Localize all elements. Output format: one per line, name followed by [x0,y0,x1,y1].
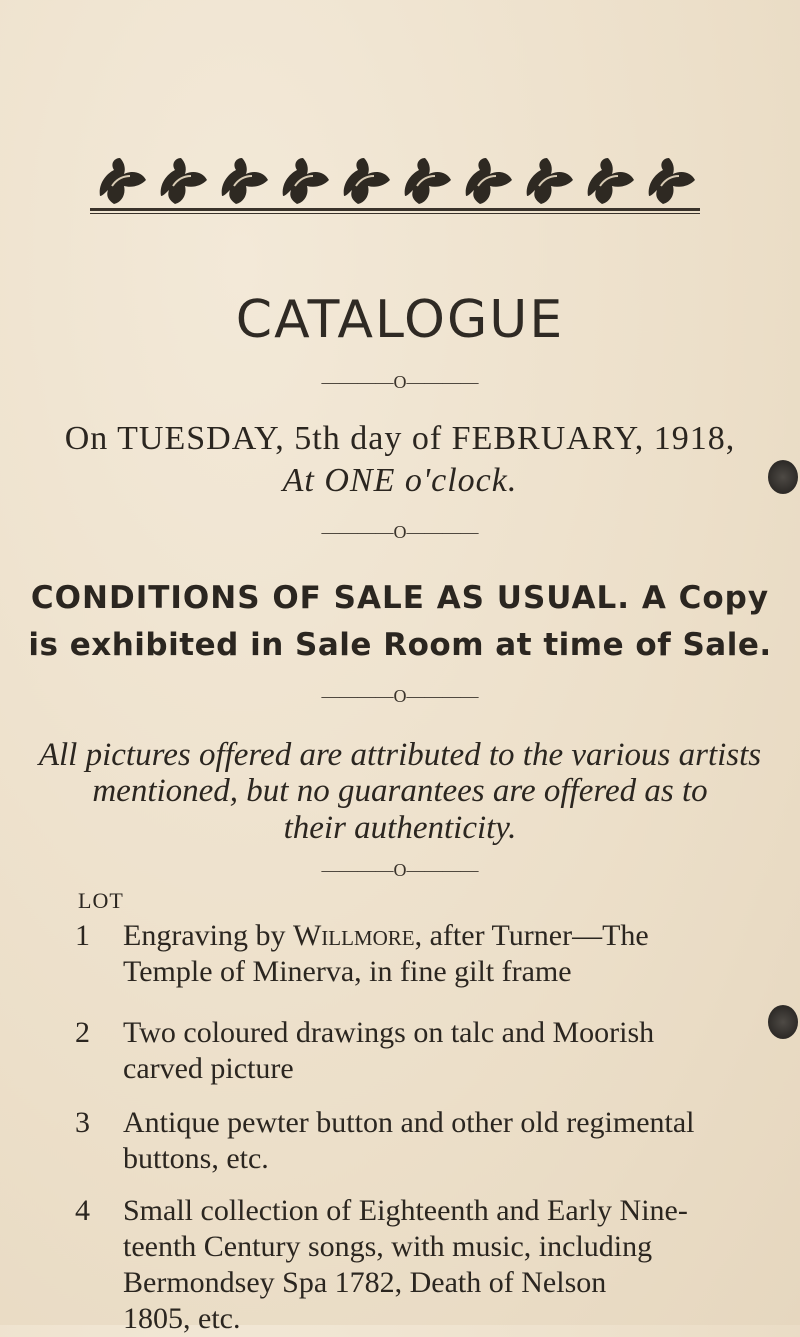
lot-description [123,1015,763,1087]
lot-description [123,1105,763,1177]
lot-description [123,1193,763,1337]
sale-date: On TUESDAY, 5th day of FEBRUARY, 1918, [64,420,736,457]
leaf-ornament-icon [588,158,634,204]
leaf-ornament-icon [527,158,573,204]
leaf-ornament-icon [283,158,329,204]
leaf-ornament-icon [405,158,451,204]
lot-text-pre: Engraving by [123,919,293,952]
lot-column-header: LOT [78,888,124,913]
leaf-ornament-icon [161,158,207,204]
lot-line: Two coloured drawings on talc and Moorish [123,1016,655,1049]
lot-number: 3 [75,1106,90,1139]
binding-hole-dot [768,460,798,494]
sale-time: At ONE o'clock. [282,462,518,499]
lot-number: 1 [75,919,90,952]
catalogue-title: CATALOGUE [235,290,565,350]
ornament-border [90,152,700,207]
lot-line: carved picture [123,1052,294,1085]
lot-number: 4 [75,1194,90,1227]
lot-line: buttons, etc. [123,1142,269,1175]
conditions-line-2: is exhibited in Sale Room at time of Sale. [28,627,772,663]
divider-4: ————O———— [321,860,479,880]
lot-description [123,918,763,990]
binding-hole-dot [768,1005,798,1039]
disclaimer-line-3: their authenticity. [283,810,517,846]
ornament-rule-thin [90,213,700,214]
divider-1: ————O———— [321,372,479,392]
disclaimer-line-1: All pictures offered are attributed to the various artists [38,737,762,773]
lot-line: Antique pewter button and other old regimental [123,1106,695,1139]
lot-line: Temple of Minerva, in fine gilt frame [123,955,572,988]
leaf-ornament-icon [344,158,390,204]
leaf-ornament-icon [100,158,146,204]
lot-number: 2 [75,1016,90,1049]
ornament-rule [90,208,700,211]
lot-text-post: , after Turner—The [414,919,649,952]
divider-2: ————O———— [321,522,479,542]
lot-line: 1805, etc. [123,1302,241,1335]
lot-line: teenth Century songs, with music, including [123,1230,653,1263]
leaf-ornament-icon [649,158,695,204]
leaf-ornament-icon [466,158,512,204]
disclaimer-line-2: mentioned, but no guarantees are offered as to [92,773,708,809]
leaf-ornament-icon [222,158,268,204]
lot-line: Small collection of Eighteenth and Early Nine- [123,1194,688,1227]
conditions-line-1: CONDITIONS OF SALE AS USUAL. A Copy [30,580,770,616]
divider-3: ————O———— [321,686,479,706]
lot-line: Bermondsey Spa 1782, Death of Nelson [123,1266,607,1299]
engraver-name: Willmore [292,919,415,952]
